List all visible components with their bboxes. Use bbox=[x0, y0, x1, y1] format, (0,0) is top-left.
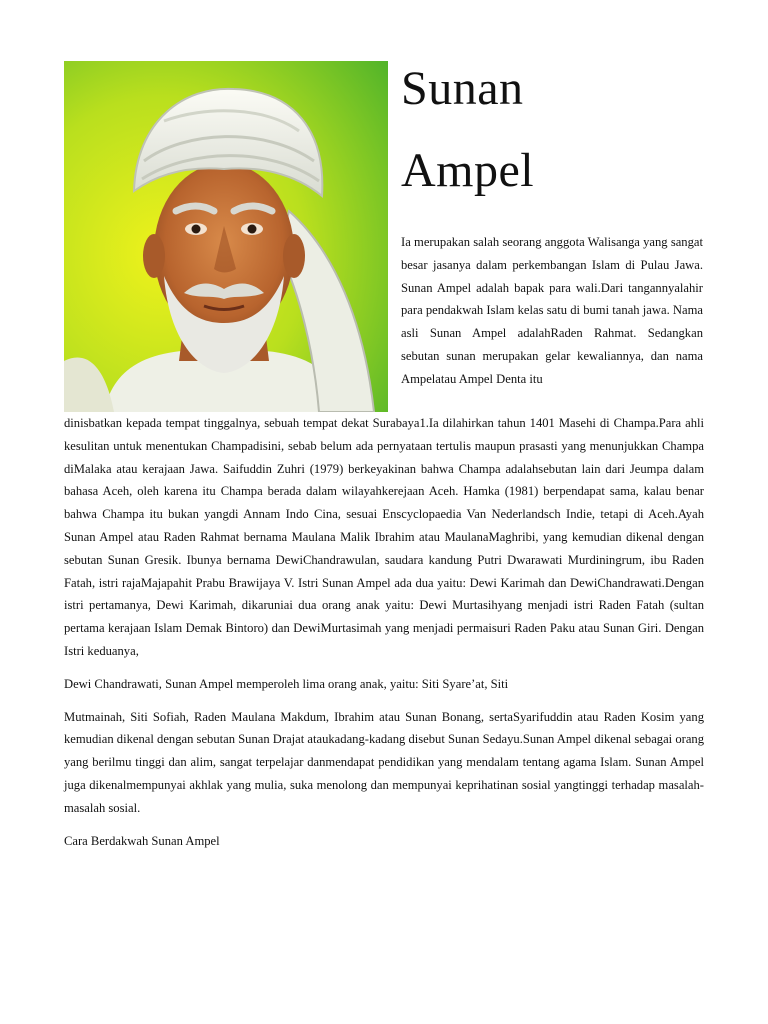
paragraph-1: dinisbatkan kepada tempat tinggalnya, sebuah tempat dekat Surabaya1.Ia dilahirkan tahun 1401 Masehi di Champa.Para ahli kesulitan untuk menentukan Champadisini, sebab belum ada pernyataan tertulis maupun prasasti yang menunjukkan Champa diMalaka atau kerajaan Jawa. Saifuddin Zuhri (1979) berkeyakinan bahwa Champa adalahsebutan lain dari Jeumpa dalam bahasa Aceh, oleh karena itu Champa berada dalam wilayahkerejaan Aceh. Hamka (1981) berpendapat sama, kalau benar bahwa Champa itu bukan yangdi Annam Indo Cina, sesuai Enscyclopaedia Van Nederlandsch Indie, tetapi di Aceh.Ayah Sunan Ampel atau Raden Rahmat bernama Maulana Malik Ibrahim atau MaulanaMaghribi, yang kemudian dikenal dengan sebutan Sunan Gresik. Ibunya bernama DewiChandrawulan, saudara kandung Putri Dwarawati Murdiningrum, ibu Raden Fatah, istri rajaMajapahit Prabu Brawijaya V. Istri Sunan Ampel ada dua yaitu: Dewi Karimah dan DewiChandrawati.Dengan istri pertamanya, Dewi Karimah, dikaruniai dua orang anak yaitu: Dewi Murtasihyang menjadi istri Raden Fatah (sultan pertama kerajaan Islam Demak Bintoro) dan DewiMurtasimah yang menjadi permaisuri Raden Paku atau Sunan Giri. Dengan Istri keduanya, bbox=[64, 416, 704, 658]
paragraph-2: Dewi Chandrawati, Sunan Ampel memperoleh lima orang anak, yaitu: Siti Syare’at, Siti bbox=[64, 676, 509, 691]
title-line-2: Ampel bbox=[401, 144, 535, 197]
title-line-1: Sunan bbox=[401, 62, 524, 115]
paragraph-3: Mutmainah, Siti Sofiah, Raden Maulana Makdum, Ibrahim atau Sunan Bonang, sertaSyarifuddin atau Raden Kosim yang kemudian dikenal dengan sebutan Sunan Drajat ataukadang-kadang disebut Sunan Sedayu.Sunan Ampel dikenal sebagai orang yang berilmu tinggi dan alim, sangat terpelajar danmendapat pendidikan yang mendalam tentang agama Islam. Sunan Ampel juga dikenalmempunyai akhlak yang mulia, suka menolong dan mempunyai keprihatinan sosial yangtinggi terhadap masalah-masalah sosial. bbox=[64, 709, 705, 815]
portrait-image bbox=[64, 61, 388, 412]
intro-paragraph: Ia merupakan salah seorang anggota Walisanga yang sangat besar jasanya dalam perkembangan Islam di Pulau Jawa. Sunan Ampel adalah bapak para wali.Dari tangannyalahir para pendakwah Islam kelas satu di bumi tanah jawa. Nama asli Sunan Ampel adalahRaden Rahmat. Sedangkan sebutan sunan merupakan gelar kewaliannya, dan nama Ampelatau Ampel Denta itu bbox=[401, 235, 703, 386]
body-text bbox=[64, 412, 704, 852]
section-heading: Cara Berdakwah Sunan Ampel bbox=[64, 833, 220, 848]
page-title bbox=[401, 60, 534, 200]
